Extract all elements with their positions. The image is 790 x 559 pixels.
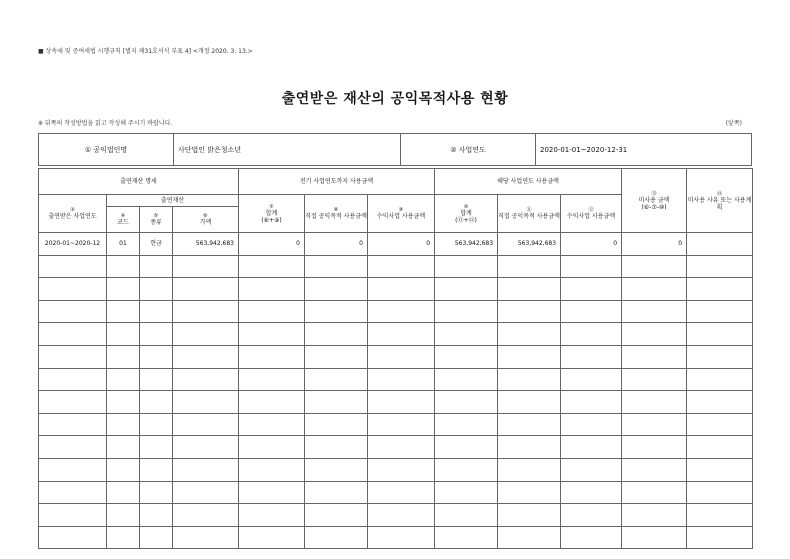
header-c13-formula: (⑥-⑦-⑩)	[641, 203, 667, 211]
header-prior-total	[239, 195, 305, 233]
table-cell	[435, 345, 498, 368]
usage-table	[38, 168, 753, 549]
table-cell	[561, 413, 622, 436]
table-cell	[368, 368, 435, 391]
table-cell	[305, 278, 368, 301]
header-contribution-detail: 출연재산 명세	[39, 169, 239, 195]
table-cell	[39, 345, 107, 368]
table-cell	[498, 413, 561, 436]
table-row	[39, 233, 753, 256]
table-row	[39, 481, 753, 504]
header-c12-number: ⑫	[588, 207, 594, 213]
table-cell	[435, 436, 498, 459]
table-cell	[305, 255, 368, 278]
header-unused-reason	[687, 169, 753, 233]
table-cell	[622, 413, 687, 436]
table-cell	[435, 255, 498, 278]
table-cell	[39, 504, 107, 527]
table-cell	[687, 436, 753, 459]
table-cell	[622, 504, 687, 527]
header-c10-formula: (⑪+⑫)	[455, 216, 477, 224]
table-cell	[140, 368, 173, 391]
table-cell	[239, 323, 305, 346]
table-cell	[687, 391, 753, 414]
header-c5-number: ⑤	[153, 213, 159, 219]
table-cell	[39, 323, 107, 346]
table-row	[39, 323, 753, 346]
table-cell	[622, 278, 687, 301]
table-cell	[173, 458, 239, 481]
table-cell	[622, 368, 687, 391]
table-cell	[39, 413, 107, 436]
table-cell	[622, 458, 687, 481]
header-current-total	[435, 195, 498, 233]
page-side-label: (앞쪽)	[725, 120, 742, 127]
table-cell	[622, 345, 687, 368]
table-cell	[173, 504, 239, 527]
table-cell: 01	[107, 233, 140, 256]
table-cell	[622, 526, 687, 549]
header-c14-number: ⑭	[717, 190, 723, 197]
table-cell	[561, 255, 622, 278]
table-cell	[368, 255, 435, 278]
header-c9-number: ⑨	[398, 207, 404, 213]
table-cell	[173, 323, 239, 346]
header-c11-number: ⑪	[526, 207, 532, 213]
table-cell	[173, 255, 239, 278]
table-cell: 현금	[140, 233, 173, 256]
table-cell	[140, 300, 173, 323]
table-cell	[368, 458, 435, 481]
table-cell	[561, 526, 622, 549]
table-cell	[305, 458, 368, 481]
table-cell	[368, 323, 435, 346]
header-c10-number: ⑩	[463, 203, 469, 210]
table-cell	[239, 436, 305, 459]
page-title: 출연받은 재산의 공익목적사용 현황	[281, 91, 509, 107]
header-c7-label: 합계	[265, 209, 278, 217]
header-value	[173, 207, 239, 233]
form-header-line: ■ 상속세 및 증여세법 시행규칙 [별지 제31호서식 부표 4] <개정 2020. 3. 13.>	[38, 48, 253, 55]
table-cell	[498, 255, 561, 278]
table-cell	[173, 481, 239, 504]
table-cell	[305, 300, 368, 323]
table-cell	[107, 504, 140, 527]
fiscal-year-label: ② 사업연도	[401, 134, 536, 166]
table-row	[39, 526, 753, 549]
table-cell	[107, 436, 140, 459]
table-cell	[561, 300, 622, 323]
header-c13-label: 미사용 금액	[638, 196, 670, 204]
table-row	[39, 368, 753, 391]
table-cell	[498, 458, 561, 481]
table-cell	[173, 368, 239, 391]
table-cell	[173, 345, 239, 368]
table-cell	[140, 255, 173, 278]
table-cell	[107, 255, 140, 278]
table-cell	[305, 323, 368, 346]
header-prior-direct	[305, 195, 368, 233]
table-cell	[435, 526, 498, 549]
table-cell	[305, 391, 368, 414]
table-row	[39, 391, 753, 414]
table-cell	[622, 300, 687, 323]
table-cell	[498, 526, 561, 549]
header-c11-label: 직접 공익목적 사용금액	[498, 213, 560, 220]
table-cell	[39, 255, 107, 278]
table-cell	[140, 391, 173, 414]
header-current-direct	[498, 195, 561, 233]
table-cell	[39, 278, 107, 301]
table-cell	[368, 481, 435, 504]
table-cell	[140, 413, 173, 436]
table-cell	[687, 458, 753, 481]
table-cell	[435, 391, 498, 414]
table-cell	[368, 413, 435, 436]
header-c12-label: 수익사업 사용금액	[566, 213, 616, 220]
header-c9-label: 수익사업 사용금액	[376, 213, 426, 220]
table-cell	[107, 368, 140, 391]
table-cell	[39, 368, 107, 391]
header-contribution-year	[39, 195, 107, 233]
table-row	[39, 300, 753, 323]
table-cell	[239, 413, 305, 436]
table-cell	[368, 436, 435, 459]
table-cell	[239, 504, 305, 527]
table-cell	[173, 278, 239, 301]
table-cell	[39, 436, 107, 459]
table-cell	[435, 323, 498, 346]
table-cell: 0	[622, 233, 687, 256]
table-cell	[173, 413, 239, 436]
table-row	[39, 458, 753, 481]
table-row	[39, 413, 753, 436]
header-kind	[140, 207, 173, 233]
table-cell	[687, 504, 753, 527]
header-c3-number: ③	[70, 207, 75, 213]
table-cell	[687, 255, 753, 278]
header-prior-usage: 전기 사업연도까지 사용금액	[239, 169, 435, 195]
table-row	[39, 278, 753, 301]
table-cell	[173, 391, 239, 414]
table-cell	[561, 436, 622, 459]
table-cell	[305, 526, 368, 549]
table-cell	[435, 413, 498, 436]
table-cell	[239, 345, 305, 368]
table-cell	[435, 504, 498, 527]
table-cell	[140, 504, 173, 527]
table-cell	[107, 323, 140, 346]
header-c13-number: ⑬	[651, 190, 657, 197]
table-cell: 0	[368, 233, 435, 256]
table-cell	[239, 526, 305, 549]
table-cell	[561, 504, 622, 527]
table-cell	[239, 300, 305, 323]
header-c7-formula: (⑧+⑨)	[261, 216, 282, 224]
table-cell	[368, 391, 435, 414]
table-cell	[561, 481, 622, 504]
table-cell	[107, 345, 140, 368]
table-cell	[39, 481, 107, 504]
table-cell	[498, 481, 561, 504]
table-cell	[140, 458, 173, 481]
header-c8-number: ⑧	[333, 207, 339, 213]
table-cell	[107, 278, 140, 301]
table-cell	[498, 391, 561, 414]
table-cell	[140, 323, 173, 346]
table-cell	[239, 458, 305, 481]
header-c3-label: 출연받은 사업연도	[48, 213, 97, 220]
header-current-usage: 해당 사업연도 사용금액	[435, 169, 622, 195]
header-c8-label: 직접 공익목적 사용금액	[305, 213, 367, 220]
table-cell: 2020-01~2020-12	[39, 233, 107, 256]
table-cell	[305, 481, 368, 504]
table-cell	[498, 323, 561, 346]
table-cell	[39, 391, 107, 414]
table-cell: 0	[561, 233, 622, 256]
table-cell	[687, 278, 753, 301]
table-cell	[561, 278, 622, 301]
table-cell: 563,942,683	[435, 233, 498, 256]
table-cell	[368, 504, 435, 527]
org-name-label: ① 공익법인명	[39, 134, 174, 166]
table-cell	[622, 255, 687, 278]
table-cell	[107, 391, 140, 414]
table-cell	[368, 278, 435, 301]
table-cell	[435, 300, 498, 323]
table-cell	[561, 458, 622, 481]
table-cell	[305, 504, 368, 527]
table-cell	[239, 278, 305, 301]
fiscal-year-value: 2020-01-01~2020-12-31	[536, 134, 752, 166]
table-cell	[173, 300, 239, 323]
table-cell	[140, 436, 173, 459]
header-c4-number: ④	[120, 213, 126, 219]
table-row	[39, 255, 753, 278]
table-cell	[305, 368, 368, 391]
table-cell	[305, 436, 368, 459]
table-cell	[173, 526, 239, 549]
header-c6-number: ⑥	[203, 213, 208, 219]
table-cell: 563,942,683	[173, 233, 239, 256]
table-cell	[622, 436, 687, 459]
header-c10-label: 합계	[460, 209, 472, 217]
header-c6-label: 가액	[199, 219, 212, 226]
table-cell	[498, 504, 561, 527]
table-cell	[107, 481, 140, 504]
header-current-business	[561, 195, 622, 233]
table-cell	[561, 368, 622, 391]
table-cell	[687, 368, 753, 391]
table-cell	[368, 300, 435, 323]
header-contributed-property: 출연재산	[107, 195, 239, 207]
header-prior-business	[368, 195, 435, 233]
table-cell	[305, 413, 368, 436]
table-cell	[561, 391, 622, 414]
table-cell	[239, 255, 305, 278]
table-cell	[561, 323, 622, 346]
table-cell	[498, 300, 561, 323]
table-body	[39, 233, 753, 549]
table-cell	[498, 278, 561, 301]
table-cell	[368, 345, 435, 368]
table-cell	[239, 481, 305, 504]
header-code	[107, 207, 140, 233]
table-cell	[687, 300, 753, 323]
table-cell	[368, 526, 435, 549]
table-cell	[107, 458, 140, 481]
table-cell	[39, 458, 107, 481]
table-cell	[435, 481, 498, 504]
table-cell	[435, 278, 498, 301]
table-cell	[305, 345, 368, 368]
instruction-note: ※ 뒤쪽의 작성방법을 읽고 작성해 주시기 바랍니다.	[38, 120, 173, 127]
table-cell: 0	[305, 233, 368, 256]
header-unused-amount	[622, 169, 687, 233]
table-cell	[435, 458, 498, 481]
org-info-table	[38, 133, 752, 166]
table-cell	[622, 323, 687, 346]
table-cell	[39, 300, 107, 323]
table-cell	[498, 436, 561, 459]
table-cell	[687, 413, 753, 436]
table-row	[39, 504, 753, 527]
table-cell	[622, 391, 687, 414]
table-cell	[498, 345, 561, 368]
table-cell	[498, 368, 561, 391]
table-cell	[140, 278, 173, 301]
table-cell	[107, 526, 140, 549]
table-row	[39, 345, 753, 368]
header-c5-label: 종류	[150, 219, 162, 226]
table-cell	[435, 368, 498, 391]
table-row	[39, 436, 753, 459]
table-cell	[140, 526, 173, 549]
table-cell	[687, 526, 753, 549]
org-name-value: 사단법인 밝은청소년	[174, 134, 401, 166]
table-cell	[173, 436, 239, 459]
header-c7-number: ⑦	[269, 203, 274, 210]
table-cell	[39, 526, 107, 549]
table-cell: 563,942,683	[498, 233, 561, 256]
table-cell	[140, 345, 173, 368]
header-c4-label: 코드	[117, 219, 129, 226]
table-cell	[687, 323, 753, 346]
table-cell	[107, 300, 140, 323]
table-cell	[687, 481, 753, 504]
table-cell	[687, 233, 753, 256]
table-cell	[239, 391, 305, 414]
header-c14-label: 미사용 사유 또는 사용계획	[687, 196, 752, 211]
table-cell	[140, 481, 173, 504]
table-cell	[107, 413, 140, 436]
table-cell	[561, 345, 622, 368]
table-cell	[687, 345, 753, 368]
table-cell	[239, 368, 305, 391]
table-cell	[622, 481, 687, 504]
table-cell: 0	[239, 233, 305, 256]
